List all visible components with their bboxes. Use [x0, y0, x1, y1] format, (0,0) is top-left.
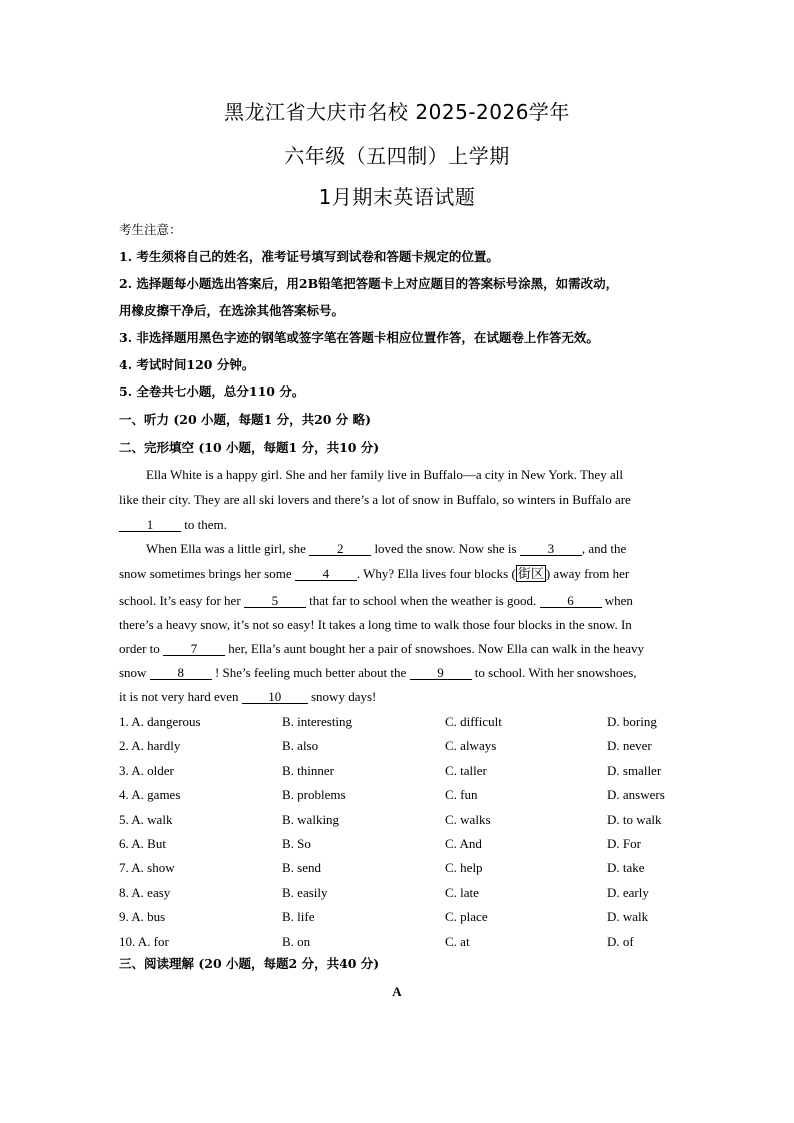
blank-10: 10	[242, 690, 308, 704]
gloss-box: 街区	[517, 566, 544, 581]
option-q7-a: 7. A. show	[119, 860, 175, 876]
option-q10-b: B. on	[282, 933, 311, 949]
notice-item-5: 5. 全卷共七小题，总分110 分。	[119, 384, 305, 399]
option-q8-d: D. early	[607, 884, 649, 900]
option-q5-a: 5. A. walk	[119, 811, 173, 827]
option-q3-a: 3. A. older	[119, 762, 174, 778]
option-q10-a: 10. A. for	[119, 933, 169, 949]
option-q8-c: C. late	[445, 884, 479, 900]
passage-line-6: school. It’s easy for her 5 that far to school when the weather is good. 6 when	[119, 593, 633, 608]
option-q9-a: 9. A. bus	[119, 909, 166, 925]
option-q2-d: D. never	[607, 738, 652, 754]
passage-line-4: When Ella was a little girl, she 2 loved the snow. Now she is 3 , and the	[146, 541, 627, 556]
notice-item-2: 2. 选择题每小题选出答案后，用2B铅笔把答题卡上对应题目的答案标号涂黑，如需改动，	[119, 276, 619, 291]
blank-4: 4	[295, 567, 357, 581]
notice-heading: 考生注意：	[119, 222, 182, 237]
option-q9-b: B. life	[282, 909, 315, 925]
option-q5-d: D. to walk	[607, 811, 662, 827]
option-q10-c: C. at	[445, 933, 470, 949]
passage-line-2: like their city. They are all ski lovers and there’s a lot of snow in Buffalo, so winters in Buffalo are	[119, 492, 631, 507]
option-q5-b: B. walking	[282, 811, 340, 827]
option-q5-c: C. walks	[445, 811, 491, 827]
passage-line-8: order to 7 her, Ella’s aunt bought her a pair of snowshoes. Now Ella can walk in the heavy	[119, 641, 645, 656]
exam-title-line-2: 六年级（五四制）上学期	[284, 144, 510, 168]
exam-title-line-3: 1月期末英语试题	[318, 185, 476, 209]
option-q4-b: B. problems	[282, 787, 346, 803]
section-cloze-heading: 二、完形填空 (10 小题，每题1 分，共10 分)	[119, 440, 380, 455]
option-q7-b: B. send	[282, 860, 321, 876]
option-q2-a: 2. A. hardly	[119, 738, 181, 754]
option-q6-a: 6. A. But	[119, 836, 166, 851]
option-q3-c: C. taller	[445, 762, 487, 778]
option-q8-b: B. easily	[282, 884, 328, 900]
notice-item-2-cont: 用橡皮擦干净后，在选涂其他答案标号。	[119, 303, 345, 318]
blank-7: 7	[163, 642, 225, 656]
option-q6-b: B. So	[282, 836, 311, 851]
option-q9-d: D. walk	[607, 909, 649, 925]
option-q8-a: 8. A. easy	[119, 884, 171, 900]
option-q7-d: D. take	[607, 860, 645, 876]
option-q1-a: 1. A. dangerous	[119, 714, 201, 729]
passage-line-1: Ella White is a happy girl. She and her family live in Buffalo—a city in New York. They all	[146, 467, 623, 482]
option-q9-c: C. place	[445, 909, 488, 925]
blank-1: 1	[119, 518, 181, 532]
option-q2-c: C. always	[445, 738, 497, 754]
option-q6-d: D. For	[607, 836, 641, 851]
blank-9: 9	[410, 666, 472, 680]
blank-5: 5	[244, 594, 306, 608]
exam-title-line-1: 黑龙江省大庆市名校 2025-2026学年	[224, 100, 570, 124]
passage-line-7: there’s a heavy snow, it’s not so easy! It takes a long time to walk those four blocks in the snow. In	[119, 617, 632, 632]
option-q4-d: D. answers	[607, 787, 665, 803]
option-q4-a: 4. A. games	[119, 787, 181, 803]
option-q3-d: D. smaller	[607, 762, 662, 778]
option-q3-b: B. thinner	[282, 762, 334, 778]
passage-line-3: 1 to them.	[119, 517, 679, 533]
option-q6-c: C. And	[445, 836, 482, 851]
option-q10-d: D. of	[607, 933, 634, 949]
option-q7-c: C. help	[445, 860, 483, 876]
option-q1-b: B. interesting	[282, 714, 353, 729]
section-listening-heading: 一、听力 (20 小题，每题1 分，共20 分 略)	[119, 412, 372, 427]
blank-8: 8	[150, 666, 212, 680]
option-q1-c: C. difficult	[445, 714, 502, 729]
option-q2-b: B. also	[282, 738, 319, 754]
notice-item-1: 1. 考生须将自己的姓名，准考证号填写到试卷和答题卡规定的位置。	[119, 249, 499, 264]
option-q4-c: C. fun	[445, 787, 478, 803]
notice-item-3: 3. 非选择题用黑色字迹的钢笔或签字笔在答题卡相应位置作答，在试题卷上作答无效。	[119, 330, 599, 345]
option-q1-d: D. boring	[607, 714, 657, 729]
passage-line-9: snow 8 ! She’s feeling much better about the 9 to school. With her snowshoes,	[119, 665, 637, 680]
blank-3: 3	[520, 542, 582, 556]
reading-part-label: A	[392, 984, 402, 999]
passage-line-5: snow sometimes brings her some 4 . Why? Ella lives four blocks ( 街区 ) away from her	[119, 566, 630, 581]
notice-item-4: 4. 考试时间120 分钟。	[119, 357, 255, 372]
passage-line-10: it is not very hard even 10 snowy days!	[119, 689, 377, 704]
section-reading-heading: 三、阅读理解 (20 小题，每题2 分，共40 分)	[119, 956, 380, 971]
blank-2: 2	[309, 542, 371, 556]
blank-6: 6	[540, 594, 602, 608]
